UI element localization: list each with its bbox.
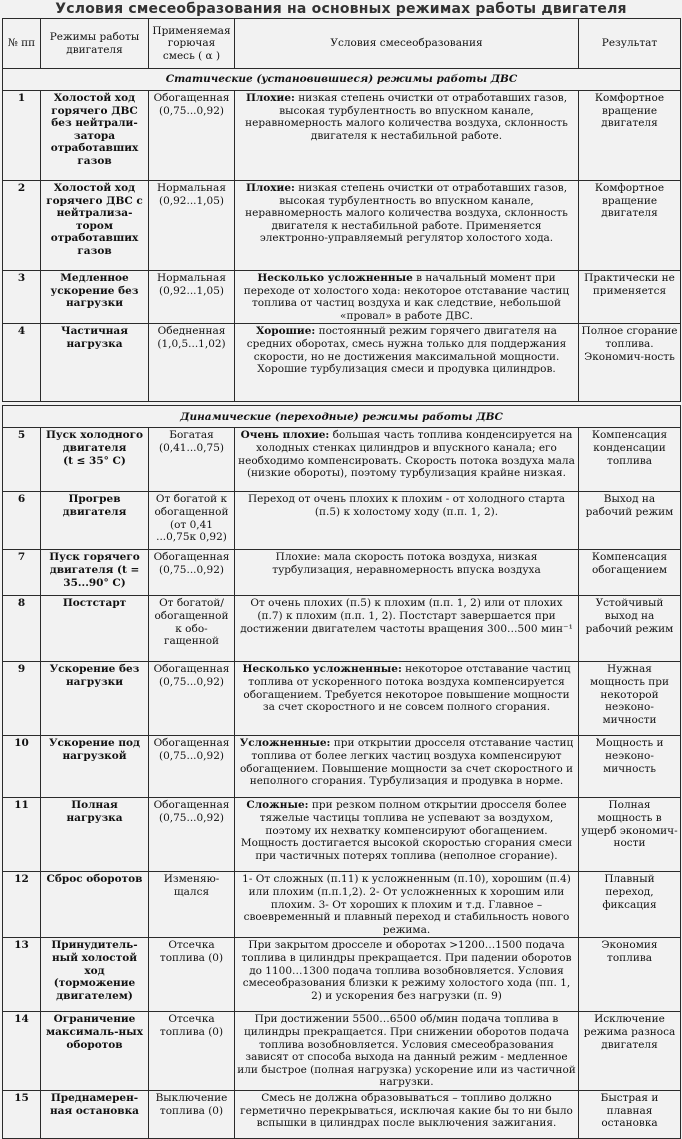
row-mode [41, 736, 149, 798]
row-conditions-text: в начальный момент при переходе от холостого хода: некоторое отставание частиц топлива от частиц воздуха и как следствие, небольшой «провал» в работе ДВС. [243, 272, 570, 322]
row-conditions-text: От очень плохих (п.5) к плохим (п.п. 1, 2) или от плохих (п.7) к плохим (п.п. 1, 2). Постстарт завершается при достижении двигателем частоты вращения 300…500 мин⁻¹ [240, 597, 573, 635]
row-fuel-text: Обогащенная (0,75...0,92) [153, 663, 230, 688]
row-conditions [235, 938, 579, 1012]
row-conditions [235, 91, 579, 181]
row-result [579, 271, 681, 324]
row-mode [41, 938, 149, 1012]
row-result-text: Практически не применяется [584, 272, 675, 297]
row-conditions [235, 1012, 579, 1091]
row-number [3, 872, 41, 938]
row-result-text: Исключение режима разноса двигателя [583, 1013, 676, 1051]
row-mode [41, 1012, 149, 1091]
row-conditions-text: При достижении 5500…6500 об/мин подача топлива в цилиндры прекращается. При снижении оборотов подача топлива возобновляется. Условия смесеобразования зависят от способа выхода на данный режим - медленное или быстрое (полная нагрузка) ускорение или из частичной нагрузки. [237, 1013, 576, 1089]
row-mode-text: Пуск горячего двигателя (t = 35...90° C) [49, 551, 140, 589]
row-number [3, 428, 41, 492]
row-mode [41, 798, 149, 872]
row-mode-text: Холостой ход горячего ДВС без нейтрали-затора отработавших газов [50, 92, 139, 167]
table-row [3, 662, 681, 736]
row-fuel [149, 271, 235, 324]
row-number [3, 938, 41, 1012]
table-row [3, 91, 681, 181]
row-result-text: Нужная мощность при некоторой неэконо-мичности [589, 663, 670, 726]
row-result-text: Комфортное вращение двигателя [594, 182, 665, 220]
dynamic-section-row [3, 406, 681, 428]
row-result [579, 736, 681, 798]
row-fuel [149, 938, 235, 1012]
row-result [579, 428, 681, 492]
row-fuel [149, 91, 235, 181]
header-result: Результат [579, 19, 681, 69]
row-number [3, 1090, 41, 1138]
row-result [579, 91, 681, 181]
table-row [3, 181, 681, 271]
row-result-text: Компенсация обогащением [591, 551, 668, 576]
header-row [3, 19, 681, 69]
row-mode-text: Прогрев двигателя [62, 493, 127, 518]
row-conditions-text: Переход от очень плохих к плохим - от холодного старта (п.5) к холостому ходу (п.п. 1, 2). [247, 493, 566, 518]
row-mode-text: Принудитель-ный холостой ход (торможение двигателем) [51, 939, 138, 1002]
row-fuel-text: От богатой к обогащенной (от 0,41 ...0,75к 0,92) [154, 493, 229, 544]
row-fuel [149, 736, 235, 798]
page-title: Условия смесеобразования на основных режимах работы двигателя [55, 1, 627, 17]
table-row [3, 736, 681, 798]
row-conditions-text: некоторое отставание частиц топлива от ускоренного потока воздуха компенсируется обогащением. Требуется некоторое повышение мощности за счет скоростного и не совсем полного сгорания. [243, 663, 571, 714]
table-row [3, 1090, 681, 1138]
row-conditions [235, 798, 579, 872]
row-mode-text: Пуск холодного двигателя [45, 429, 144, 454]
row-mode-text: Преднамерен-ная остановка [50, 1091, 139, 1117]
row-fuel-text: От богатой/ обогащенной к обо-гащенной [154, 597, 229, 648]
row-number-text: 3 [17, 272, 26, 284]
row-number-text: 12 [14, 873, 29, 886]
row-result-text: Выход на рабочий режим [585, 493, 674, 518]
row-mode [41, 662, 149, 736]
row-fuel-text: Отсечка топлива (0) [159, 939, 224, 964]
row-conditions-lead: Плохие: [245, 182, 295, 194]
row-mode [41, 271, 149, 324]
row-conditions-text: Смесь не должна образовываться – топливо должно герметично перекрываться, исключая какие бы то ни было вспышки в цилиндрах после выключения зажигания. [240, 1091, 573, 1130]
row-number-text: 9 [17, 663, 26, 676]
row-conditions-text: Плохие: мала скорость потока воздуха, низкая турбулизация, неравномерность впуска воздуха [272, 551, 541, 576]
row-mode [41, 872, 149, 938]
header-conditions: Условия смесеобразования [235, 19, 579, 69]
row-number [3, 492, 41, 550]
table-row [3, 324, 681, 402]
row-fuel [149, 492, 235, 550]
row-result-text: Быстрая и плавная остановка [600, 1091, 659, 1130]
header-num: № пп [3, 19, 41, 69]
row-conditions-lead: Несколько усложненные [257, 272, 413, 284]
row-number-text: 7 [17, 551, 26, 564]
row-result-text: Устойчивый выход на рабочий режим [585, 597, 674, 635]
table-row [3, 596, 681, 662]
row-number [3, 91, 41, 181]
row-fuel [149, 872, 235, 938]
row-conditions [235, 271, 579, 324]
row-fuel [149, 324, 235, 402]
row-conditions [235, 872, 579, 938]
row-number [3, 596, 41, 662]
row-result [579, 872, 681, 938]
row-conditions [235, 596, 579, 662]
row-conditions-text: при резком полном открытии дросселя более тяжелые частицы топлива не успевают за воздухом, поэтому их нехватку компенсируют обогащением. Мощность достигается высокой скоростью сгорания смеси при частичных потерях топлива (неполное сгорание). [240, 799, 573, 862]
row-result-text: Экономия топлива [601, 939, 658, 964]
mixture-table [2, 18, 681, 1139]
header-fuel: Применяемая горючая смесь ( α ) [149, 19, 235, 69]
row-mode [41, 1090, 149, 1138]
row-fuel [149, 550, 235, 596]
row-fuel-text: Обедненная (1,0,5...1,02) [157, 325, 226, 350]
row-result [579, 550, 681, 596]
row-fuel-text: Богатая (0,41...0,75) [159, 429, 224, 454]
row-number-text: 11 [14, 799, 29, 812]
row-fuel [149, 428, 235, 492]
row-mode [41, 492, 149, 550]
row-number-text: 13 [14, 939, 29, 952]
row-result [579, 324, 681, 402]
row-fuel [149, 181, 235, 271]
row-conditions-lead: Усложненные: [239, 737, 331, 750]
row-result-text: Компенсация конденсации топлива [591, 429, 668, 467]
row-number [3, 271, 41, 324]
row-mode [41, 428, 149, 492]
row-mode-text: Медленное ускорение без нагрузки [50, 272, 139, 310]
row-number [3, 1012, 41, 1091]
row-conditions [235, 1090, 579, 1138]
table-row [3, 428, 681, 492]
row-conditions [235, 428, 579, 492]
row-fuel-text: Обогащенная (0,75...0,92) [153, 799, 230, 824]
row-result [579, 492, 681, 550]
row-fuel-text: Изменяю-щался [163, 873, 220, 898]
row-conditions-text: 1- От сложных (п.11) к усложненным (п.10), хорошим (п.4) или плохим (п.п.1,2). 2- От усложненных к хорошим или плохим. 3- От хороших к плохим и т.д. Главное – своевременный и плавный переход и стабильность нового режима. [242, 873, 571, 936]
row-fuel-text: Обогащенная (0,75...0,92) [153, 737, 230, 762]
row-mode [41, 324, 149, 402]
row-result [579, 181, 681, 271]
row-mode-text: Ускорение без нагрузки [49, 663, 140, 688]
table-row [3, 938, 681, 1012]
row-number [3, 324, 41, 402]
row-conditions-text: низкая степень очистки от отработавших газов, высокая турбулентность во впускном канале, неравномерность малого количества воздуха, склонность двигателя к нестабильной работе. Применяется электронно-управляемый регулятор холостого хода. [245, 182, 568, 245]
table-row [3, 492, 681, 550]
row-fuel [149, 1090, 235, 1138]
row-number-text: 15 [14, 1091, 29, 1104]
table-row [3, 550, 681, 596]
row-conditions [235, 550, 579, 596]
row-conditions [235, 662, 579, 736]
row-mode-text: Полная нагрузка [66, 799, 123, 824]
row-result [579, 662, 681, 736]
row-fuel-text: Выключение топлива (0) [155, 1091, 228, 1117]
row-fuel-text: Обогащенная (0,75...0,92) [153, 551, 230, 576]
table-row [3, 271, 681, 324]
row-conditions-lead: Очень плохие: [240, 429, 330, 442]
row-mode [41, 596, 149, 662]
row-result-text: Полная мощность в ущерб экономич-ности [581, 799, 678, 850]
table-row [3, 798, 681, 872]
row-result-text: Комфортное вращение двигателя [594, 92, 665, 130]
row-fuel-text: Нормальная (0,92...1,05) [157, 182, 226, 207]
row-number [3, 550, 41, 596]
row-number [3, 181, 41, 271]
row-mode [41, 91, 149, 181]
row-number [3, 736, 41, 798]
row-result-text: Плавный переход, фиксация [602, 873, 657, 911]
row-result [579, 798, 681, 872]
row-number [3, 662, 41, 736]
row-mode-extra: (t ≤ 35° C) [63, 454, 126, 467]
row-conditions [235, 492, 579, 550]
row-fuel [149, 596, 235, 662]
row-result-text: Полное сгорание топлива. Экономич-ность [581, 325, 678, 363]
row-conditions-text: при открытии дросселя отставание частиц топлива от более легких частиц воздуха компенсируют обогащением. Повышение мощности за счет скоростного и неполного сгорания. Турбулизация и продувка в норме. [239, 737, 574, 788]
row-mode-text: Ускорение под нагрузкой [48, 737, 141, 762]
row-result [579, 596, 681, 662]
static-section-title: Статические (установившиеся) режимы работы ДВС [3, 69, 681, 91]
row-number-text: 8 [17, 597, 26, 610]
row-number-text: 1 [17, 92, 26, 104]
static-section-row [3, 69, 681, 91]
row-fuel [149, 662, 235, 736]
row-fuel [149, 798, 235, 872]
row-conditions-text: большая часть топлива конденсируется на холодных стенках цилиндров и впускного канала; его необходимо компенсировать. Скорость потока воздуха мала (низкие обороты), поэтому турбулизация крайне низкая. [238, 429, 575, 480]
row-conditions-text: низкая степень очистки от отработавших газов, высокая турбулентность во впускном канале, неравномерность малого количества воздуха, склонность двигателя к нестабильной работе. [245, 92, 568, 142]
row-number-text: 5 [17, 429, 26, 442]
row-mode [41, 181, 149, 271]
row-number-text: 14 [14, 1013, 29, 1026]
table-row [3, 872, 681, 938]
row-conditions [235, 181, 579, 271]
row-fuel-text: Нормальная (0,92...1,05) [157, 272, 226, 297]
row-conditions-lead: Плохие: [245, 92, 295, 104]
dynamic-section-title: Динамические (переходные) режимы работы ДВС [3, 406, 681, 428]
row-result [579, 1012, 681, 1091]
row-mode-text: Холостой ход горячего ДВС с нейтрализа-тором отработавших газов [46, 182, 143, 257]
row-mode [41, 550, 149, 596]
row-mode-text: Частичная нагрузка [60, 325, 128, 350]
row-fuel-text: Обогащенная (0,75...0,92) [153, 92, 230, 117]
row-result-text: Мощность и неэконо-мичность [595, 737, 664, 775]
row-conditions-lead: Хорошие: [256, 325, 316, 338]
row-conditions-lead: Сложные: [246, 799, 309, 812]
row-conditions-lead: Несколько усложненные: [242, 663, 402, 676]
row-conditions-text: постоянный режим горячего двигателя на средних оборотах, смесь нужна только для поддержания скорости, но не достижения максимальной мощности. Хорошие турбулизация смеси и продувка цилиндров. [246, 325, 567, 376]
row-conditions [235, 324, 579, 402]
row-mode-text: Ограничение максималь-ных оборотов [46, 1013, 143, 1051]
row-result [579, 1090, 681, 1138]
header-mode: Режимы работы двигателя [41, 19, 149, 69]
row-conditions-text: При закрытом дросселе и оборотах >1200…1500 подача топлива в цилиндры прекращается. При падении оборотов до 1100…1300 подача топлива возобновляется. Условия смесеобразования близки к режиму холостого хода (пп. 1, 2) и ускорения без нагрузки (п. 9) [241, 939, 572, 1002]
row-number-text: 2 [17, 182, 26, 194]
table-row [3, 1012, 681, 1091]
row-fuel-text: Отсечка топлива (0) [159, 1013, 224, 1038]
row-mode-text: Постстарт [62, 597, 127, 610]
row-number-text: 10 [14, 737, 29, 750]
row-mode-text: Сброс оборотов [46, 873, 143, 886]
row-conditions [235, 736, 579, 798]
row-fuel [149, 1012, 235, 1091]
row-number-text: 4 [17, 325, 26, 338]
row-result [579, 938, 681, 1012]
row-number-text: 6 [17, 493, 26, 506]
row-number [3, 798, 41, 872]
